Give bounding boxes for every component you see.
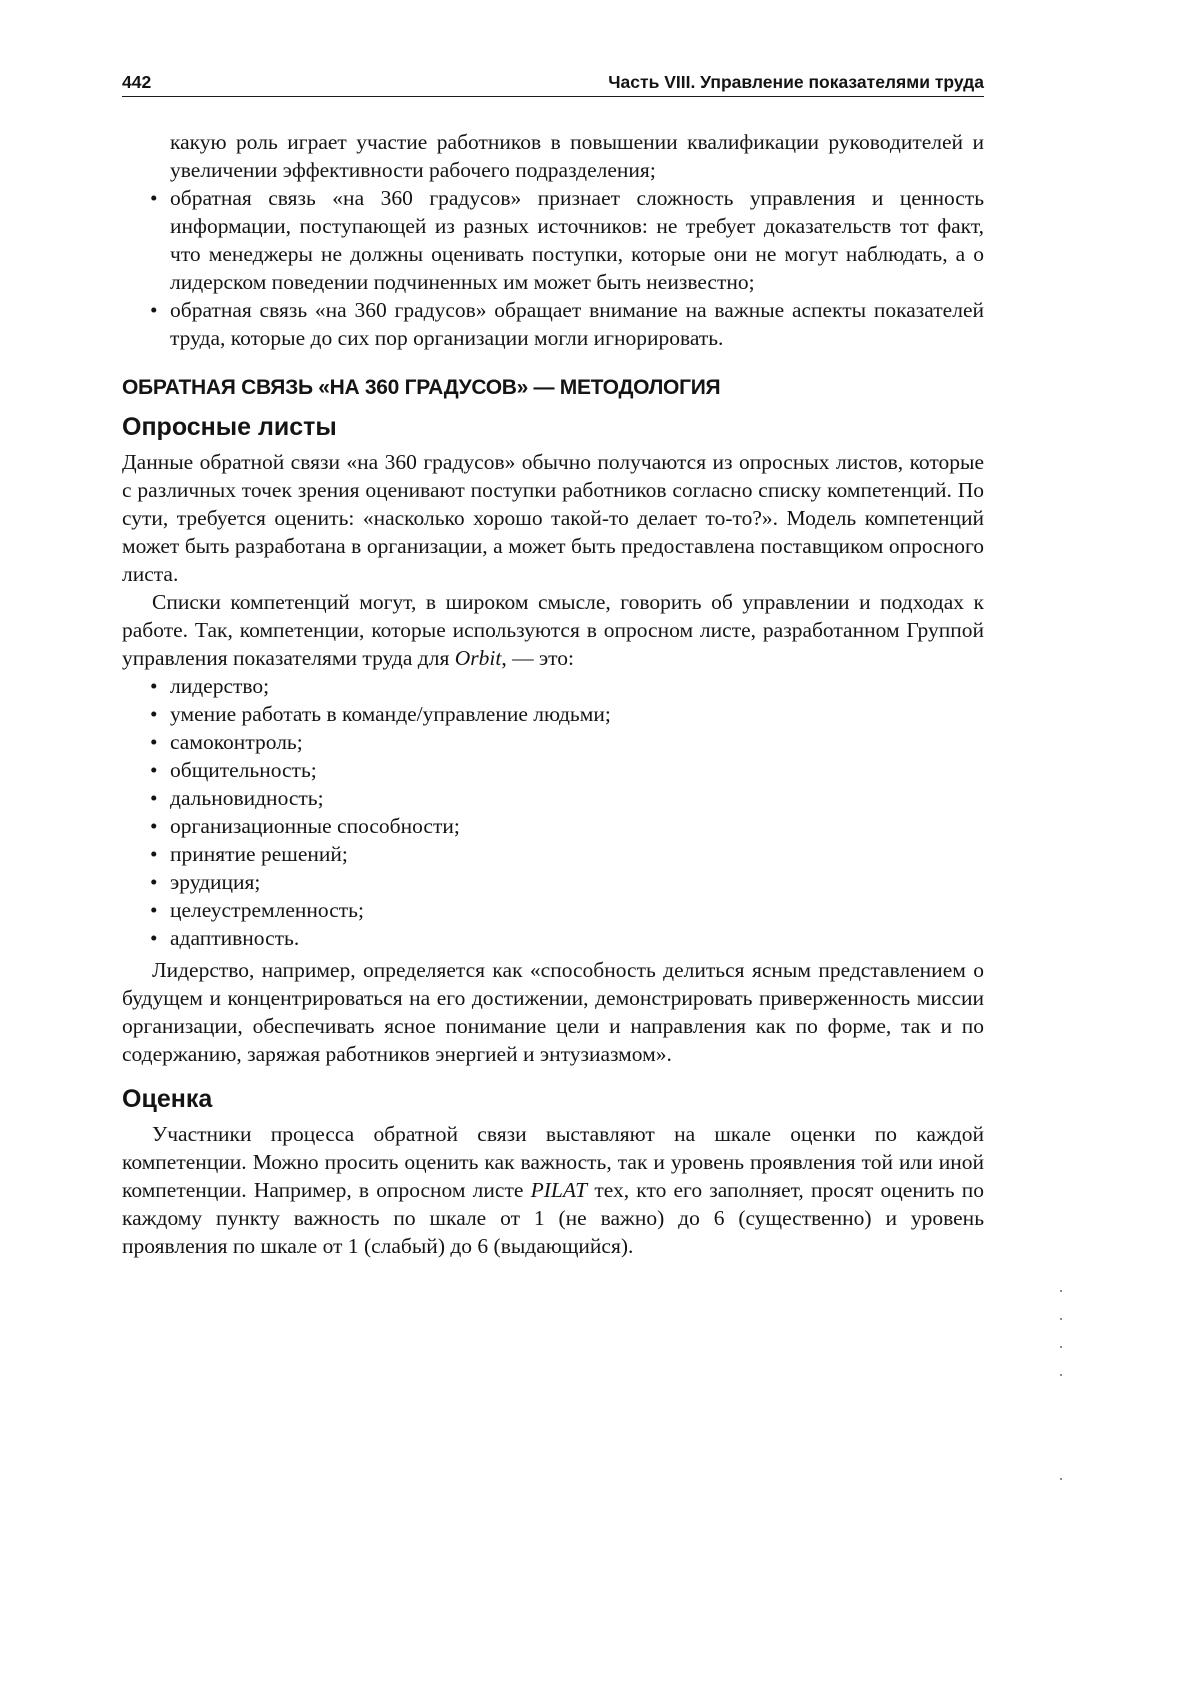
list-item-text: обратная связь «на 360 градусов» признает сложность управления и ценность информации, поступающей из разных источников: не требует доказательств тот факт, что менеджеры не должны оценивать поступки, которые они не могут наблюдать, а о лидерском поведении подчиненных им может быть неизвестно; [170, 186, 984, 294]
bullet-icon: • [150, 926, 158, 950]
list-item [122, 756, 984, 784]
subsection-heading-rating: Оценка [122, 1085, 213, 1113]
italic-term: Orbit [454, 646, 502, 670]
paragraph: Данные обратной связи «на 360 градусов» обычно получаются из опросных листов, которые с различных точек зрения оценивают поступки работников согласно списку компетенций. По сути, требуется оценить: «насколько хорошо такой-то делает то-то?». Модель компетенций может быть разработана в организации, а может быть предоставлена поставщиком опросного листа. [122, 450, 984, 586]
list-item-text: организационные способности; [170, 814, 460, 838]
list-item [122, 812, 984, 840]
list-item-text: дальновидность; [170, 786, 324, 810]
list-item-text: самоконтроль; [170, 730, 303, 754]
intro-continuation: какую роль играет участие работников в повышении квалификации руководителей и увеличении эффективности рабочего подразделения; [170, 130, 984, 182]
bullet-icon: • [150, 758, 158, 782]
list-item-text: эрудиция; [170, 870, 261, 894]
list-item-text: лидерство; [170, 674, 270, 698]
bullet-icon: • [150, 814, 158, 838]
list-item [122, 868, 984, 896]
running-header-title: Часть VIII. Управление показателями труда [608, 72, 984, 92]
scan-edge-specks [1060, 1290, 1064, 1490]
bullet-icon: • [150, 186, 158, 210]
subsection-heading-questionnaires: Опросные листы [122, 413, 337, 441]
list-item [122, 924, 984, 952]
paragraph-text: , — это: [501, 646, 575, 670]
bullet-icon: • [150, 870, 158, 894]
list-item [122, 784, 984, 812]
paragraph [122, 588, 984, 672]
list-item [122, 672, 984, 700]
list-item-text: адаптивность. [170, 926, 300, 950]
paragraph-text: тех, кто его заполняет, просят оценить по каждому пункту важность по шкале от 1 (не важно) до 6 (существенно) и уровень проявления по шкале от 1 (слабый) до 6 (выдающийся). [122, 1178, 984, 1258]
list-item [122, 700, 984, 728]
paragraph [122, 1120, 984, 1260]
list-item-text: принятие решений; [170, 842, 348, 866]
list-item [122, 840, 984, 868]
list-item-text: целеустремленность; [170, 898, 364, 922]
bullet-icon: • [150, 898, 158, 922]
bullet-icon: • [150, 730, 158, 754]
section-heading: ОБРАТНАЯ СВЯЗЬ «НА 360 ГРАДУСОВ» — МЕТОДОЛОГИЯ [122, 376, 721, 399]
list-item [122, 296, 984, 352]
bullet-icon: • [150, 842, 158, 866]
bullet-icon: • [150, 786, 158, 810]
list-item-text: общительность; [170, 758, 317, 782]
list-item [122, 728, 984, 756]
list-item [122, 896, 984, 924]
list-item-text: умение работать в команде/управление людьми; [170, 702, 611, 726]
competency-list [122, 672, 984, 952]
bullet-icon: • [150, 298, 158, 322]
list-item-text: обратная связь «на 360 градусов» обращает внимание на важные аспекты показателей труда, которые до сих пор организации могли игнорировать. [170, 298, 984, 350]
paragraph: Лидерство, например, определяется как «способность делиться ясным представлением о будущем и концентрироваться на его достижении, демонстрировать приверженность миссии организации, обеспечивать ясное понимание цели и направления как по форме, так и по содержанию, заряжая работников энергией и энтузиазмом». [122, 958, 984, 1066]
paragraph-text: Списки компетенций могут, в широком смысле, говорить об управлении и подходах к работе. Так, компетенции, которые используются в опросном листе, разработанном Группой управления показателями труда для [122, 590, 984, 670]
paragraph-text: Участники процесса обратной связи выставляют на шкале оценки по каждой компетенции. Можно просить оценить как важность, так и уровень проявления той или иной компетенции. Например, в опросном листе [122, 1122, 984, 1202]
page-body [122, 128, 984, 1260]
bullet-icon: • [150, 702, 158, 726]
list-item [122, 184, 984, 296]
page-number: 442 [122, 72, 152, 92]
intro-bullet-list [122, 184, 984, 352]
bullet-icon: • [150, 674, 158, 698]
running-header [122, 68, 984, 97]
italic-term: PILAT [530, 1178, 588, 1202]
